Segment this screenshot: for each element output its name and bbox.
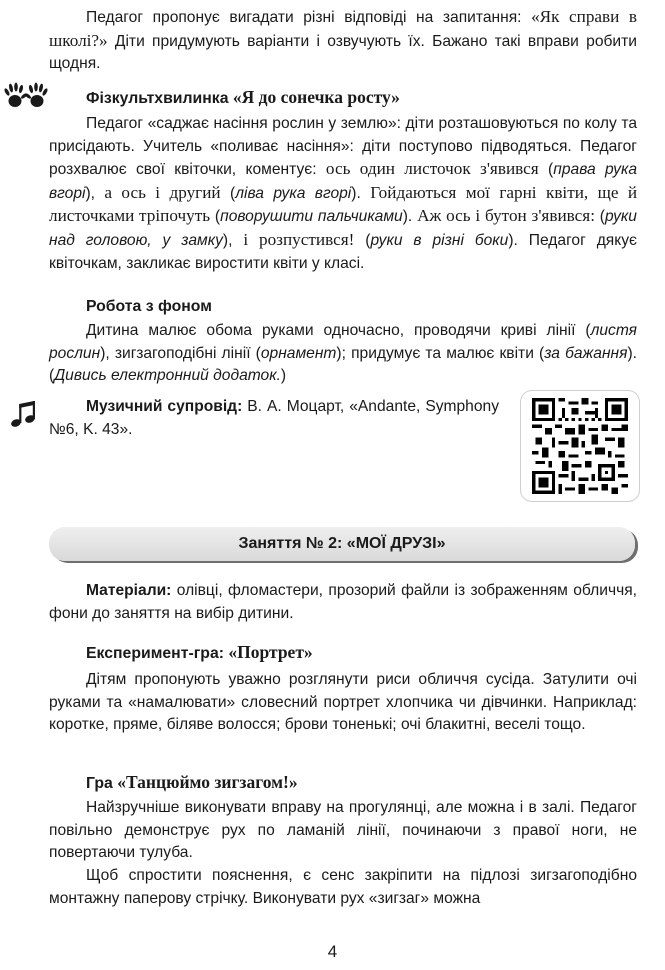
qr-code[interactable] (520, 390, 640, 502)
background-paragraph: Дитина малює обома руками одночасно, проводячи криві лінії (листя рослин), зигзагоподібні лінії (орнамент); придумує та малює квіти (за бажання). (Дивись електронний додаток.) (49, 322, 637, 385)
materials-paragraph: Матеріали: олівці, фломастери, прозорий файли із зображенням обличчя, фони до заняття на вибір дитини. (49, 582, 637, 622)
materials-label: Матеріали: (86, 582, 172, 599)
intro-paragraph: Педагог пропонує вигадати різні відповіді на запитання: «Як справи в школі?» Діти придумують варіанти і озвучують їх. Бажано такі вправи робити щодня. (49, 7, 638, 73)
lesson-banner (49, 527, 635, 561)
experiment-paragraph: Дітям пропонують уважно розглянути риси обличчя сусіда. Затулити очі руками та «намалювати» словесний портрет хлопчика чи дівчинки. Наприклад: коротке, пряме, біляве волосся; брови тоненькі; очі блакитні, веселі тощо. (49, 671, 637, 734)
exercise-paragraph: Педагог «саджає насіння рослин у землю»: діти розташовуються по колу та присідають. Учитель «поливає насіння»: діти поступово підводяться. Педагог розхвалює свої квіточки, коментує: ось один листочок з'явився (права рука вгорі), а ось і другий (ліва рука вгорі). Гойдаються мої гарні квіти, ще й листочками тріпочуть (поворушити пальчиками). Аж ось і бутон з'явився: (руки над головою, у замку), і розпустився! (руки в різні боки). Педагог дякує квіточкам, закликає виростити квіти у класі. (49, 115, 638, 272)
qr-code-image (532, 398, 628, 494)
hands-icon (4, 82, 48, 110)
music-label: Музичний супровід: (86, 398, 243, 415)
game-paragraph-1: Найзручніше виконувати вправу на прогулянці, але можна і в залі. Педагог повільно демонструє рух по ламаній лінії, починаючи з правої ноги, не повертаючи тулуба. (49, 799, 637, 862)
music-note-icon (8, 399, 38, 429)
section-heading-experiment: Експеримент-гра: «Портрет» (86, 642, 313, 662)
music-paragraph: Музичний супровід: В. А. Моцарт, «Andante, Symphony №6, K. 43». (49, 398, 499, 438)
section-heading-background: Робота з фоном (86, 298, 212, 315)
lesson-title: Заняття № 2: «МОЇ ДРУЗІ» (238, 535, 446, 552)
page-number: 4 (327, 942, 338, 961)
section-heading-game: Гра «Танцюймо зигзагом!» (86, 772, 298, 792)
game-paragraph-2: Щоб спростити пояснення, є сенс закріпити на підлозі зигзагоподібно монтажну паперову стрічку. Виконувати рух «зигзаг» можна (49, 867, 637, 907)
section-heading-exercise: Фізкультхвилинка «Я до сонечка росту» (86, 87, 400, 107)
